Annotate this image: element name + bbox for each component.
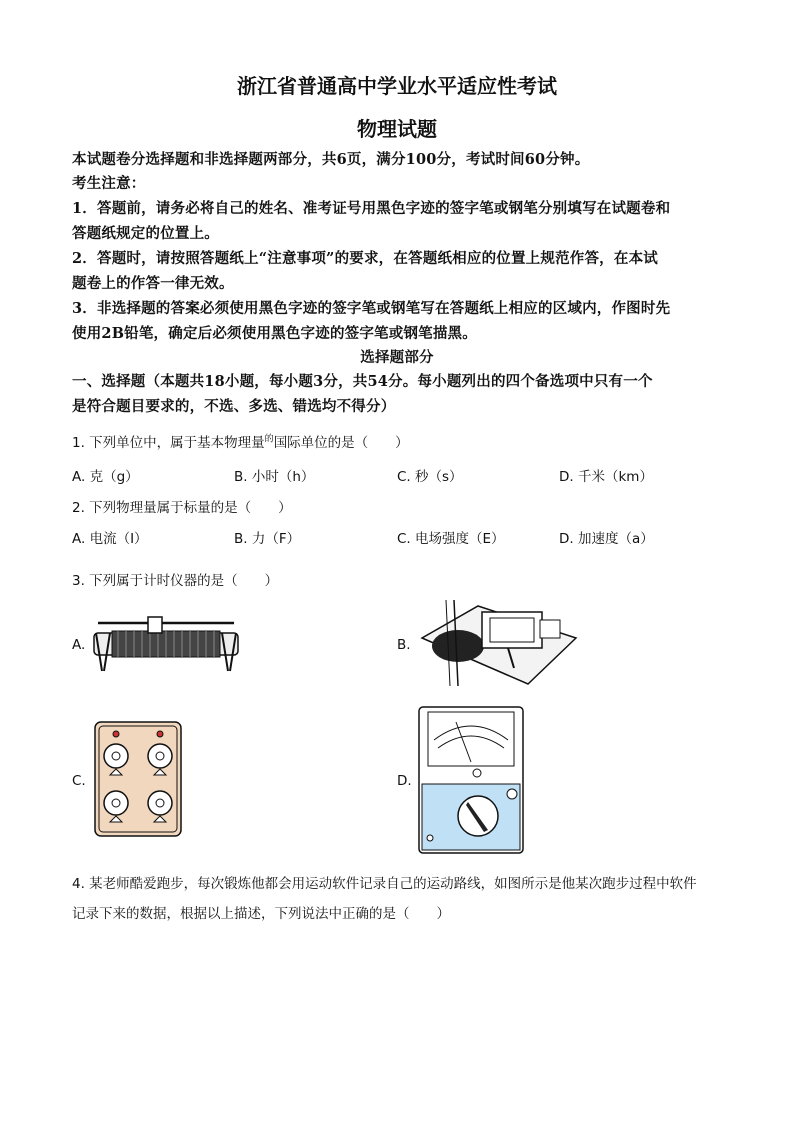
q1-option-a[interactable]: A. 克（g） bbox=[72, 469, 139, 485]
q3-option-a[interactable]: A. bbox=[72, 637, 86, 653]
resistance-box-image[interactable] bbox=[94, 721, 182, 837]
q3-stem: 3. 下列属于计时仪器的是（ ） bbox=[72, 573, 279, 589]
multimeter-image[interactable] bbox=[418, 706, 524, 854]
rheostat-image[interactable] bbox=[92, 613, 240, 675]
q2-option-a[interactable]: A. 电流（I） bbox=[72, 531, 148, 547]
q1-stem-sup: 的 bbox=[264, 434, 274, 445]
part1-line-b: 是符合题目要求的，不选、多选、错选均不得分） bbox=[72, 398, 396, 415]
q2-option-c[interactable]: C. 电场强度（E） bbox=[397, 531, 505, 547]
q3-option-b[interactable]: B. bbox=[397, 637, 411, 653]
q1-stem bbox=[72, 431, 409, 451]
q4-line-2: 记录下来的数据，根据以上描述，下列说法中正确的是（ ） bbox=[72, 906, 450, 922]
q4-line-1: 4. 某老师酷爱跑步，每次锻炼他都会用运动软件记录自己的运动路线，如图所示是他某次跑步过程中软件 bbox=[72, 876, 697, 892]
notice-label: 考生注意： bbox=[72, 175, 146, 192]
notice-3a: 3．非选择题的答案必须使用黑色字迹的签字笔或钢笔写在答题纸上相应的区域内，作图时先 bbox=[72, 300, 671, 317]
q1-stem-pre: 1. 下列单位中，属于基本物理量 bbox=[72, 435, 265, 451]
notice-2b: 题卷上的作答一律无效。 bbox=[72, 275, 234, 292]
q1-option-c[interactable]: C. 秒（s） bbox=[397, 469, 463, 485]
notice-3b: 使用2B铅笔，确定后必须使用黑色字迹的签字笔或钢笔描黑。 bbox=[72, 325, 477, 342]
q1-option-b[interactable]: B. 小时（h） bbox=[234, 469, 315, 485]
notice-2a: 2．答题时，请按照答题纸上“注意事项”的要求，在答题纸相应的位置上规范作答，在本试 bbox=[72, 250, 658, 267]
intro-line: 本试题卷分选择题和非选择题两部分，共6页，满分100分，考试时间60分钟。 bbox=[72, 151, 590, 168]
timer-device-image[interactable] bbox=[418, 598, 580, 688]
q3-option-c[interactable]: C. bbox=[72, 773, 86, 789]
q1-option-d[interactable]: D. 千米（km） bbox=[559, 469, 653, 485]
page-title: 浙江省普通高中学业水平适应性考试 bbox=[237, 74, 557, 98]
q2-option-b[interactable]: B. 力（F） bbox=[234, 531, 301, 547]
q1-stem-post: 国际单位的是（ ） bbox=[273, 435, 409, 451]
part1-line-a: 一、选择题（本题共18小题，每小题3分，共54分。每小题列出的四个备选项中只有一个 bbox=[72, 373, 653, 390]
q3-option-d[interactable]: D. bbox=[397, 773, 412, 789]
q2-option-d[interactable]: D. 加速度（a） bbox=[559, 531, 654, 547]
notice-1b: 答题纸规定的位置上。 bbox=[72, 225, 219, 242]
q2-stem: 2. 下列物理量属于标量的是（ ） bbox=[72, 500, 292, 516]
section-heading: 选择题部分 bbox=[360, 349, 434, 366]
notice-1a: 1．答题前，请务必将自己的姓名、准考证号用黑色字迹的签字笔或钢笔分别填写在试题卷和 bbox=[72, 200, 671, 217]
page-subtitle: 物理试题 bbox=[357, 117, 437, 141]
